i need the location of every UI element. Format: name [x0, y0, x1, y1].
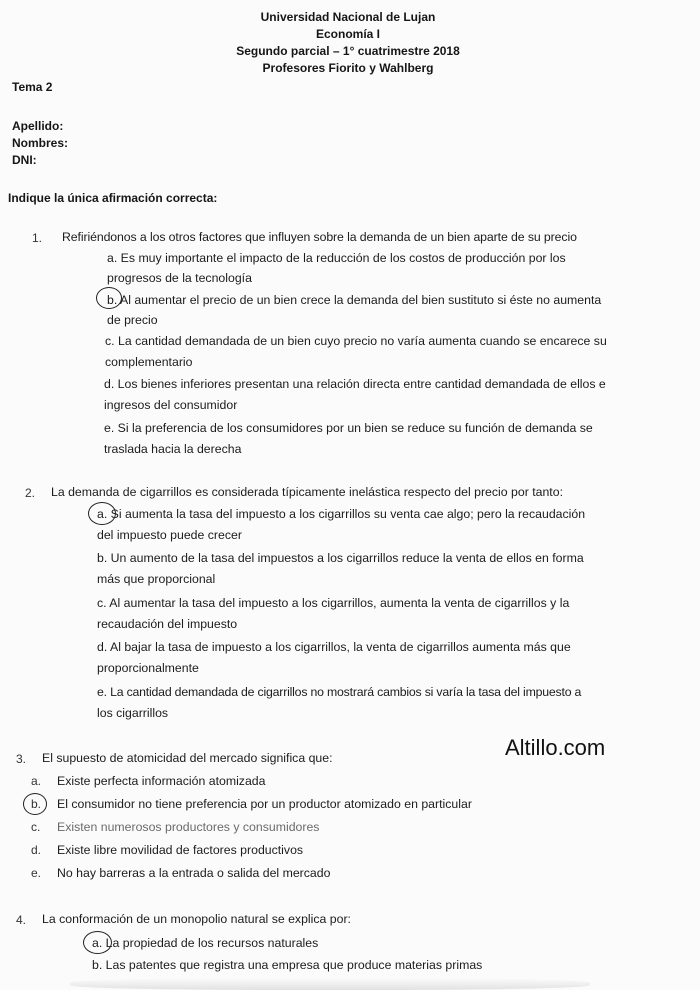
- q4-option-b: b. Las patentes que registra una empresa que produce materias primas: [92, 958, 483, 972]
- apellido-label: Apellido:: [12, 119, 64, 133]
- q2-option-e-cont: los cigarrillos: [97, 706, 169, 720]
- question-4-number: 4.: [16, 913, 27, 927]
- exam-title: Segundo parcial – 1° cuatrimestre 2018: [236, 44, 460, 58]
- q1-option-c: c. La cantidad demandada de un bien cuyo precio no varía aumenta cuando se encarece su: [105, 334, 607, 348]
- dni-label: DNI:: [12, 153, 37, 167]
- instruction: Indique la única afirmación correcta:: [8, 191, 218, 205]
- q2-option-b-cont: más que proporcional: [97, 572, 216, 586]
- q3-option-a-letter: a.: [31, 774, 42, 788]
- question-2-number: 2.: [25, 486, 36, 500]
- q1-option-e: e. Si la preferencia de los consumidores por un bien se reduce su función de demanda se: [104, 421, 593, 435]
- q2-option-d-cont: proporcionalmente: [97, 661, 199, 675]
- question-2-stem: La demanda de cigarrillos es considerada típicamente inelástica respecto del precio por tanto:: [51, 485, 563, 499]
- question-4-stem: La conformación de un monopolio natural se explica por:: [42, 912, 351, 926]
- tema-label: Tema 2: [12, 80, 53, 94]
- q3-option-a: Existe perfecta información atomizada: [57, 774, 266, 788]
- q3-option-d: Existe libre movilidad de factores productivos: [57, 843, 304, 857]
- q1-option-e-cont: traslada hacia la derecha: [104, 442, 242, 456]
- question-1-number: 1.: [32, 231, 43, 245]
- question-3-number: 3.: [16, 752, 27, 766]
- q3-option-c: Existen numerosos productores y consumidores: [57, 820, 320, 834]
- q1-option-c-cont: complementario: [105, 355, 193, 369]
- q3-option-c-letter: c.: [31, 820, 41, 834]
- q2-option-a: a. Si aumenta la tasa del impuesto a los cigarrillos su venta cae algo; pero la recaudación: [97, 507, 586, 521]
- q2-option-d: d. Al bajar la tasa de impuesto a los cigarrillos, la venta de cigarrillos aumenta más que: [97, 640, 571, 654]
- q1-option-b-cont: de precio: [107, 313, 158, 327]
- professors: Profesores Fiorito y Wahlberg: [262, 61, 434, 75]
- q3-option-b: El consumidor no tiene preferencia por un productor atomizado en particular: [57, 797, 472, 811]
- scan-smudge: [70, 978, 590, 990]
- q2-option-c: c. Al aumentar la tasa del impuesto a los cigarrillos, aumenta la venta de cigarrillos y la: [97, 596, 570, 610]
- altillo-watermark: Altillo.com: [505, 735, 606, 760]
- q2-option-b: b. Un aumento de la tasa del impuestos a los cigarrillos reduce la venta de ellos en forma: [97, 551, 584, 565]
- q1-option-d-cont: ingresos del consumidor: [104, 398, 238, 412]
- q2-option-e: e. La cantidad demandada de cigarrillos no mostrará cambios si varía la tasa del impuesto a: [97, 685, 582, 699]
- q1-option-a: a. Es muy importante el impacto de la reducción de los costos de producción por los: [107, 251, 566, 265]
- university-name: Universidad Nacional de Lujan: [260, 10, 436, 24]
- q1-option-d: d. Los bienes inferiores presentan una relación directa entre cantidad demandada de ellos e: [104, 377, 606, 391]
- q1-option-a-cont: progresos de la tecnología: [107, 271, 252, 285]
- question-1-stem: Refiriéndonos a los otros factores que influyen sobre la demanda de un bien aparte de su precio: [62, 230, 577, 244]
- exam-header: [0, 9, 700, 77]
- course-name: Economía I: [315, 27, 380, 41]
- q3-option-e-letter: e.: [31, 866, 42, 880]
- q4-option-a: a. La propiedad de los recursos naturales: [92, 936, 319, 950]
- q1-option-b: b. Al aumentar el precio de un bien crece la demanda del bien sustituto si éste no aumenta: [107, 293, 602, 307]
- q2-option-c-cont: recaudación del impuesto: [97, 617, 238, 631]
- q3-option-b-letter: b.: [31, 797, 42, 811]
- q3-option-d-letter: d.: [31, 843, 42, 857]
- question-3-stem: El supuesto de atomicidad del mercado significa que:: [42, 751, 333, 765]
- q2-option-a-cont: del impuesto puede crecer: [97, 528, 242, 542]
- nombres-label: Nombres:: [12, 136, 69, 150]
- q3-option-e: No hay barreras a la entrada o salida del mercado: [57, 866, 331, 880]
